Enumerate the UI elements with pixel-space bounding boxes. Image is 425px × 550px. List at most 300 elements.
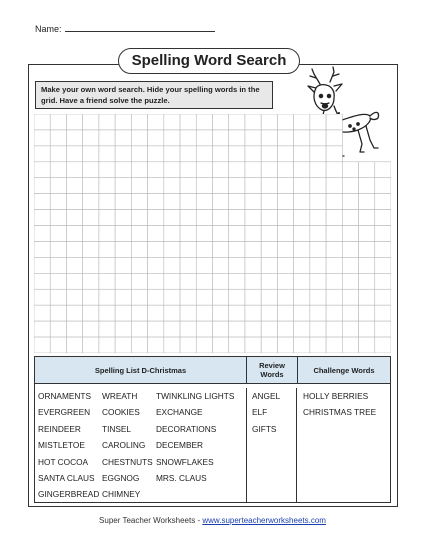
grid-cell[interactable] [50,130,66,146]
grid-cell[interactable] [261,257,277,273]
grid-cell[interactable] [294,114,310,130]
grid-cell[interactable] [229,321,245,337]
grid-cell[interactable] [277,226,293,242]
grid-cell[interactable] [148,114,164,130]
grid-cell[interactable] [229,226,245,242]
grid-cell[interactable] [164,305,180,321]
grid-cell[interactable] [229,305,245,321]
grid-cell[interactable] [115,273,131,289]
grid-cell[interactable] [310,241,326,257]
grid-cell[interactable] [34,257,50,273]
grid-cell[interactable] [375,305,391,321]
grid-cell[interactable] [34,130,50,146]
grid-cell[interactable] [50,321,66,337]
grid-cell[interactable] [326,321,342,337]
grid-cell[interactable] [99,226,115,242]
grid-cell[interactable] [213,114,229,130]
grid-cell[interactable] [115,130,131,146]
grid-cell[interactable] [131,337,147,353]
grid-cell[interactable] [131,257,147,273]
grid-cell[interactable] [164,257,180,273]
grid-cell[interactable] [342,210,358,226]
grid-cell[interactable] [131,210,147,226]
grid-cell[interactable] [50,178,66,194]
grid-cell[interactable] [131,162,147,178]
grid-cell[interactable] [66,162,82,178]
grid-cell[interactable] [83,162,99,178]
grid-cell[interactable] [359,321,375,337]
grid-cell[interactable] [277,289,293,305]
grid-cell[interactable] [99,273,115,289]
grid-cell[interactable] [99,337,115,353]
grid-cell[interactable] [342,178,358,194]
grid-cell[interactable] [180,130,196,146]
grid-cell[interactable] [310,146,326,162]
grid-cell[interactable] [180,226,196,242]
grid-cell[interactable] [326,289,342,305]
grid-cell[interactable] [164,162,180,178]
grid-cell[interactable] [245,289,261,305]
grid-cell[interactable] [180,194,196,210]
grid-cell[interactable] [229,289,245,305]
grid-cell[interactable] [115,337,131,353]
grid-cell[interactable] [180,305,196,321]
grid-cell[interactable] [261,241,277,257]
grid-cell[interactable] [245,162,261,178]
grid-cell[interactable] [310,257,326,273]
grid-cell[interactable] [115,305,131,321]
grid-cell[interactable] [359,241,375,257]
grid-cell[interactable] [164,337,180,353]
grid-cell[interactable] [99,194,115,210]
grid-cell[interactable] [277,241,293,257]
grid-cell[interactable] [34,226,50,242]
grid-cell[interactable] [196,289,212,305]
grid-cell[interactable] [213,194,229,210]
grid-cell[interactable] [359,226,375,242]
grid-cell[interactable] [261,273,277,289]
grid-cell[interactable] [326,210,342,226]
grid-cell[interactable] [229,162,245,178]
grid-cell[interactable] [213,289,229,305]
grid-cell[interactable] [375,226,391,242]
grid-cell[interactable] [115,241,131,257]
grid-cell[interactable] [99,241,115,257]
grid-cell[interactable] [131,273,147,289]
grid-cell[interactable] [34,305,50,321]
grid-cell[interactable] [213,321,229,337]
grid-cell[interactable] [83,210,99,226]
grid-cell[interactable] [310,210,326,226]
grid-cell[interactable] [50,162,66,178]
grid-cell[interactable] [196,130,212,146]
grid-cell[interactable] [115,226,131,242]
grid-cell[interactable] [261,226,277,242]
grid-cell[interactable] [50,257,66,273]
grid-cell[interactable] [359,337,375,353]
grid-cell[interactable] [229,146,245,162]
grid-cell[interactable] [229,210,245,226]
grid-cell[interactable] [83,114,99,130]
grid-cell[interactable] [115,194,131,210]
grid-cell[interactable] [294,257,310,273]
grid-cell[interactable] [50,241,66,257]
grid-cell[interactable] [196,178,212,194]
grid-cell[interactable] [164,289,180,305]
grid-cell[interactable] [196,321,212,337]
grid-cell[interactable] [180,178,196,194]
grid-cell[interactable] [213,210,229,226]
grid-cell[interactable] [34,241,50,257]
grid-cell[interactable] [310,130,326,146]
grid-cell[interactable] [375,337,391,353]
grid-cell[interactable] [66,114,82,130]
grid-cell[interactable] [213,241,229,257]
grid-cell[interactable] [359,162,375,178]
grid-cell[interactable] [326,114,342,130]
grid-cell[interactable] [164,226,180,242]
grid-cell[interactable] [326,178,342,194]
grid-cell[interactable] [115,146,131,162]
grid-cell[interactable] [277,146,293,162]
grid-cell[interactable] [294,289,310,305]
grid-cell[interactable] [277,321,293,337]
grid-cell[interactable] [99,210,115,226]
grid-cell[interactable] [131,114,147,130]
grid-cell[interactable] [164,178,180,194]
grid-cell[interactable] [99,114,115,130]
grid-cell[interactable] [196,114,212,130]
grid-cell[interactable] [148,241,164,257]
grid-cell[interactable] [310,273,326,289]
grid-cell[interactable] [213,305,229,321]
grid-cell[interactable] [277,305,293,321]
grid-cell[interactable] [148,257,164,273]
grid-cell[interactable] [99,305,115,321]
grid-cell[interactable] [83,241,99,257]
grid-cell[interactable] [115,162,131,178]
grid-cell[interactable] [148,130,164,146]
grid-cell[interactable] [245,241,261,257]
grid-cell[interactable] [294,130,310,146]
grid-cell[interactable] [261,194,277,210]
grid-cell[interactable] [115,210,131,226]
grid-cell[interactable] [294,337,310,353]
grid-cell[interactable] [83,257,99,273]
grid-cell[interactable] [180,273,196,289]
grid-cell[interactable] [359,257,375,273]
grid-cell[interactable] [294,162,310,178]
grid-cell[interactable] [34,146,50,162]
grid-cell[interactable] [245,305,261,321]
grid-cell[interactable] [50,289,66,305]
grid-cell[interactable] [310,321,326,337]
grid-cell[interactable] [277,194,293,210]
grid-cell[interactable] [375,289,391,305]
grid-cell[interactable] [261,146,277,162]
grid-cell[interactable] [99,289,115,305]
grid-cell[interactable] [131,178,147,194]
grid-cell[interactable] [180,289,196,305]
grid-cell[interactable] [277,257,293,273]
grid-cell[interactable] [229,337,245,353]
grid-cell[interactable] [83,289,99,305]
grid-cell[interactable] [326,226,342,242]
grid-cell[interactable] [359,194,375,210]
grid-cell[interactable] [294,305,310,321]
grid-cell[interactable] [196,337,212,353]
grid-cell[interactable] [359,178,375,194]
grid-cell[interactable] [131,194,147,210]
grid-cell[interactable] [359,273,375,289]
grid-cell[interactable] [131,130,147,146]
grid-cell[interactable] [261,178,277,194]
grid-cell[interactable] [245,337,261,353]
grid-cell[interactable] [83,130,99,146]
grid-cell[interactable] [326,273,342,289]
grid-cell[interactable] [83,321,99,337]
grid-cell[interactable] [66,305,82,321]
grid-cell[interactable] [229,241,245,257]
grid-cell[interactable] [261,114,277,130]
grid-cell[interactable] [326,305,342,321]
grid-cell[interactable] [245,130,261,146]
grid-cell[interactable] [196,305,212,321]
grid-cell[interactable] [66,210,82,226]
grid-cell[interactable] [261,162,277,178]
grid-cell[interactable] [213,130,229,146]
grid-cell[interactable] [164,130,180,146]
grid-cell[interactable] [148,226,164,242]
grid-cell[interactable] [229,178,245,194]
grid-cell[interactable] [229,114,245,130]
grid-cell[interactable] [34,273,50,289]
grid-cell[interactable] [164,194,180,210]
grid-cell[interactable] [277,337,293,353]
grid-cell[interactable] [342,273,358,289]
grid-cell[interactable] [342,289,358,305]
grid-cell[interactable] [83,226,99,242]
grid-cell[interactable] [342,257,358,273]
grid-cell[interactable] [261,130,277,146]
grid-cell[interactable] [277,273,293,289]
grid-cell[interactable] [66,178,82,194]
word-search-grid[interactable] [34,114,391,353]
grid-cell[interactable] [196,162,212,178]
grid-cell[interactable] [359,305,375,321]
grid-cell[interactable] [213,273,229,289]
grid-cell[interactable] [326,194,342,210]
grid-cell[interactable] [115,178,131,194]
grid-cell[interactable] [180,241,196,257]
grid-cell[interactable] [196,146,212,162]
grid-cell[interactable] [180,257,196,273]
grid-cell[interactable] [342,241,358,257]
grid-cell[interactable] [342,162,358,178]
grid-cell[interactable] [342,337,358,353]
grid-cell[interactable] [213,162,229,178]
grid-cell[interactable] [34,194,50,210]
grid-cell[interactable] [326,257,342,273]
grid-cell[interactable] [213,337,229,353]
grid-cell[interactable] [99,146,115,162]
grid-cell[interactable] [294,226,310,242]
grid-cell[interactable] [164,146,180,162]
grid-cell[interactable] [375,162,391,178]
grid-cell[interactable] [359,210,375,226]
grid-cell[interactable] [245,178,261,194]
grid-cell[interactable] [164,210,180,226]
grid-cell[interactable] [310,226,326,242]
grid-cell[interactable] [196,194,212,210]
grid-cell[interactable] [164,273,180,289]
grid-cell[interactable] [326,162,342,178]
grid-cell[interactable] [66,226,82,242]
grid-cell[interactable] [83,194,99,210]
grid-cell[interactable] [115,114,131,130]
grid-cell[interactable] [342,321,358,337]
grid-cell[interactable] [34,337,50,353]
grid-cell[interactable] [310,337,326,353]
grid-cell[interactable] [66,337,82,353]
grid-cell[interactable] [50,226,66,242]
grid-cell[interactable] [83,337,99,353]
grid-cell[interactable] [213,226,229,242]
grid-cell[interactable] [375,210,391,226]
grid-cell[interactable] [294,194,310,210]
grid-cell[interactable] [50,146,66,162]
grid-cell[interactable] [294,241,310,257]
grid-cell[interactable] [50,194,66,210]
grid-cell[interactable] [294,178,310,194]
grid-cell[interactable] [245,321,261,337]
grid-cell[interactable] [310,162,326,178]
grid-cell[interactable] [229,257,245,273]
grid-cell[interactable] [148,210,164,226]
grid-cell[interactable] [66,241,82,257]
grid-cell[interactable] [277,114,293,130]
grid-cell[interactable] [131,305,147,321]
grid-cell[interactable] [277,178,293,194]
grid-cell[interactable] [115,257,131,273]
grid-cell[interactable] [245,273,261,289]
grid-cell[interactable] [148,194,164,210]
grid-cell[interactable] [180,162,196,178]
grid-cell[interactable] [164,321,180,337]
grid-cell[interactable] [245,257,261,273]
grid-cell[interactable] [342,226,358,242]
grid-cell[interactable] [50,210,66,226]
grid-cell[interactable] [131,289,147,305]
grid-cell[interactable] [148,178,164,194]
grid-cell[interactable] [342,305,358,321]
grid-cell[interactable] [131,146,147,162]
grid-cell[interactable] [310,305,326,321]
grid-cell[interactable] [277,130,293,146]
grid-cell[interactable] [196,257,212,273]
grid-cell[interactable] [66,321,82,337]
grid-cell[interactable] [180,210,196,226]
grid-cell[interactable] [196,273,212,289]
grid-cell[interactable] [99,178,115,194]
grid-cell[interactable] [148,305,164,321]
grid-cell[interactable] [245,210,261,226]
grid-cell[interactable] [50,305,66,321]
grid-cell[interactable] [83,273,99,289]
grid-cell[interactable] [294,210,310,226]
grid-cell[interactable] [180,114,196,130]
grid-cell[interactable] [213,178,229,194]
grid-cell[interactable] [66,130,82,146]
name-line[interactable] [65,22,215,32]
grid-cell[interactable] [229,130,245,146]
grid-cell[interactable] [245,114,261,130]
grid-cell[interactable] [277,210,293,226]
grid-cell[interactable] [261,337,277,353]
grid-cell[interactable] [180,146,196,162]
grid-cell[interactable] [34,321,50,337]
grid-cell[interactable] [310,178,326,194]
grid-cell[interactable] [66,194,82,210]
grid-cell[interactable] [245,226,261,242]
grid-cell[interactable] [99,130,115,146]
grid-cell[interactable] [115,321,131,337]
grid-cell[interactable] [229,194,245,210]
grid-cell[interactable] [99,321,115,337]
grid-cell[interactable] [34,289,50,305]
grid-cell[interactable] [261,321,277,337]
grid-cell[interactable] [164,241,180,257]
grid-cell[interactable] [50,337,66,353]
grid-cell[interactable] [164,114,180,130]
grid-cell[interactable] [50,114,66,130]
grid-cell[interactable] [148,162,164,178]
grid-cell[interactable] [213,146,229,162]
grid-cell[interactable] [310,114,326,130]
grid-cell[interactable] [261,305,277,321]
grid-cell[interactable] [180,321,196,337]
grid-cell[interactable] [83,305,99,321]
grid-cell[interactable] [326,146,342,162]
grid-cell[interactable] [83,146,99,162]
grid-cell[interactable] [34,162,50,178]
grid-cell[interactable] [326,130,342,146]
grid-cell[interactable] [375,178,391,194]
grid-cell[interactable] [277,162,293,178]
footer-link[interactable]: www.superteacherworksheets.com [202,516,326,525]
grid-cell[interactable] [115,289,131,305]
grid-cell[interactable] [375,194,391,210]
grid-cell[interactable] [326,337,342,353]
grid-cell[interactable] [294,321,310,337]
grid-cell[interactable] [196,226,212,242]
grid-cell[interactable] [66,273,82,289]
grid-cell[interactable] [148,321,164,337]
grid-cell[interactable] [229,273,245,289]
grid-cell[interactable] [131,241,147,257]
grid-cell[interactable] [66,289,82,305]
grid-cell[interactable] [359,289,375,305]
grid-cell[interactable] [196,241,212,257]
grid-cell[interactable] [294,146,310,162]
grid-cell[interactable] [83,178,99,194]
grid-cell[interactable] [131,321,147,337]
grid-cell[interactable] [148,273,164,289]
grid-cell[interactable] [294,273,310,289]
grid-cell[interactable] [342,194,358,210]
grid-cell[interactable] [196,210,212,226]
grid-cell[interactable] [213,257,229,273]
